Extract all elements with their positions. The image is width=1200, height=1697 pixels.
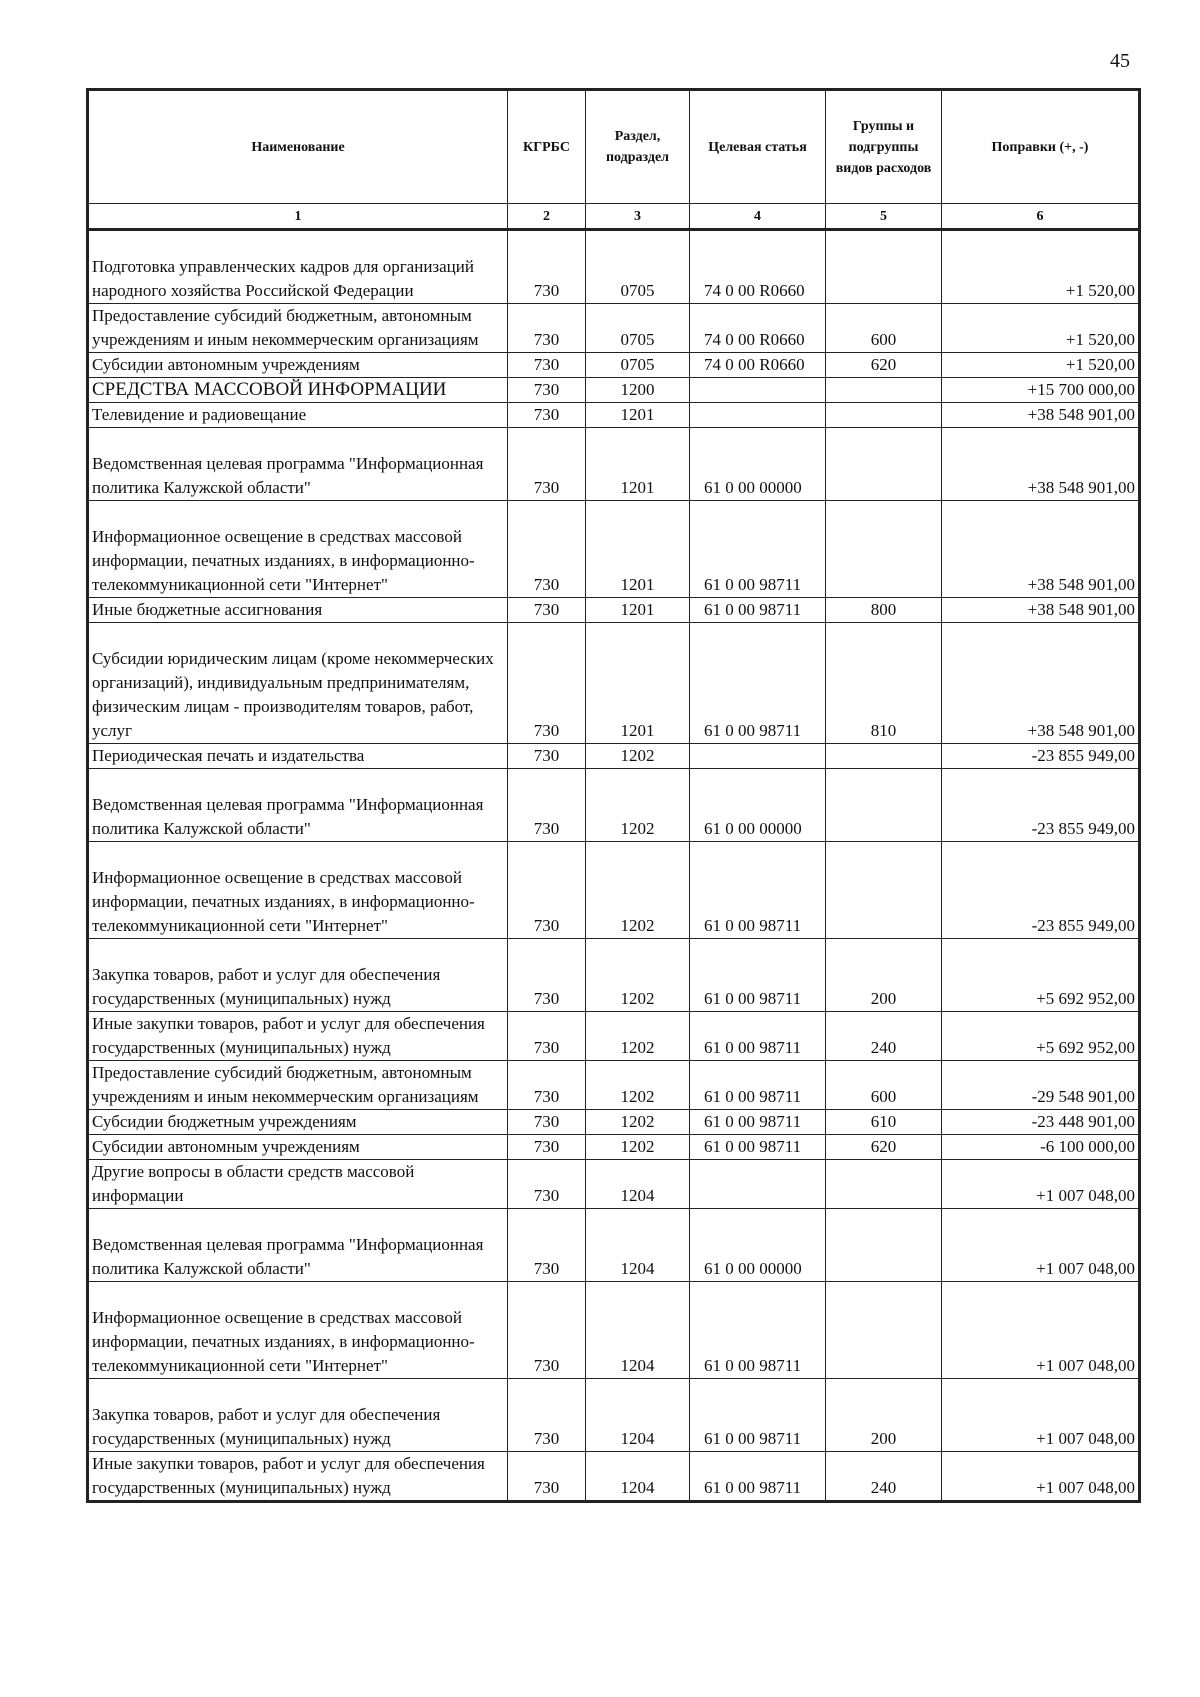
row-razdel: 1200 [586,378,690,403]
row-target-article: 74 0 00 R0660 [690,353,826,378]
row-amount: +38 548 901,00 [942,501,1140,598]
table-row [88,623,1140,744]
row-name: СРЕДСТВА МАССОВОЙ ИНФОРМАЦИИ [88,378,508,403]
row-amount: +1 007 048,00 [942,1379,1140,1452]
row-expense-type [826,842,942,939]
row-expense-type: 620 [826,1135,942,1160]
row-expense-type [826,769,942,842]
table-row [88,378,1140,403]
table-row [88,769,1140,842]
row-amount: +38 548 901,00 [942,598,1140,623]
row-amount: +38 548 901,00 [942,623,1140,744]
row-target-article: 61 0 00 98711 [690,939,826,1012]
row-target-article [690,1160,826,1209]
row-name: Информационное освещение в средствах массовой информации, печатных изданиях, в информационно-телекоммуникационной сети "Интернет" [88,501,508,598]
row-amount: +1 520,00 [942,304,1140,353]
column-number: 3 [586,204,690,230]
header-razdel: Раздел, подраздел [586,90,690,204]
row-kgrbs: 730 [508,1061,586,1110]
table-row [88,403,1140,428]
table-row [88,428,1140,501]
row-target-article: 61 0 00 98711 [690,1012,826,1061]
row-expense-type: 810 [826,623,942,744]
row-razdel: 1202 [586,1061,690,1110]
row-expense-type: 200 [826,1379,942,1452]
row-razdel: 1201 [586,598,690,623]
row-name: Информационное освещение в средствах массовой информации, печатных изданиях, в информационно-телекоммуникационной сети "Интернет" [88,842,508,939]
row-kgrbs: 730 [508,230,586,304]
row-kgrbs: 730 [508,304,586,353]
row-target-article: 61 0 00 98711 [690,1135,826,1160]
row-target-article: 61 0 00 00000 [690,769,826,842]
row-kgrbs: 730 [508,1379,586,1452]
header-statya: Целевая статья [690,90,826,204]
row-kgrbs: 730 [508,1012,586,1061]
row-target-article: 61 0 00 98711 [690,1110,826,1135]
row-razdel: 1201 [586,403,690,428]
row-kgrbs: 730 [508,769,586,842]
row-expense-type: 240 [826,1452,942,1502]
row-expense-type: 240 [826,1012,942,1061]
table-row [88,1160,1140,1209]
row-name: Телевидение и радиовещание [88,403,508,428]
row-amount: -23 855 949,00 [942,769,1140,842]
table-header-row [88,90,1140,204]
row-name: Иные закупки товаров, работ и услуг для обеспечения государственных (муниципальных) нужд [88,1452,508,1502]
table-row [88,598,1140,623]
row-name: Предоставление субсидий бюджетным, автономным учреждениям и иным некоммерческим организациям [88,304,508,353]
row-kgrbs: 730 [508,378,586,403]
row-razdel: 0705 [586,230,690,304]
header-kgrbs: КГРБС [508,90,586,204]
row-target-article: 74 0 00 R0660 [690,230,826,304]
row-kgrbs: 730 [508,353,586,378]
row-expense-type [826,501,942,598]
budget-amendments-table [86,88,1141,1503]
row-amount: +1 007 048,00 [942,1209,1140,1282]
header-name: Наименование [88,90,508,204]
row-name: Другие вопросы в области средств массовой информации [88,1160,508,1209]
row-kgrbs: 730 [508,1282,586,1379]
row-razdel: 1204 [586,1452,690,1502]
row-amount: -23 448 901,00 [942,1110,1140,1135]
row-amount: -23 855 949,00 [942,744,1140,769]
row-expense-type [826,1282,942,1379]
row-name: Ведомственная целевая программа "Информационная политика Калужской области" [88,1209,508,1282]
row-razdel: 1204 [586,1209,690,1282]
row-expense-type: 200 [826,939,942,1012]
row-target-article: 61 0 00 98711 [690,1061,826,1110]
row-name: Субсидии бюджетным учреждениям [88,1110,508,1135]
column-number: 4 [690,204,826,230]
row-target-article: 61 0 00 98711 [690,598,826,623]
row-razdel: 1202 [586,1135,690,1160]
row-name: Иные закупки товаров, работ и услуг для обеспечения государственных (муниципальных) нужд [88,1012,508,1061]
column-number: 1 [88,204,508,230]
row-amount: -6 100 000,00 [942,1135,1140,1160]
row-amount: +5 692 952,00 [942,939,1140,1012]
row-expense-type: 600 [826,1061,942,1110]
row-expense-type [826,1209,942,1282]
row-razdel: 1204 [586,1379,690,1452]
row-name: Информационное освещение в средствах массовой информации, печатных изданиях, в информационно-телекоммуникационной сети "Интернет" [88,1282,508,1379]
row-name: Подготовка управленческих кадров для организаций народного хозяйства Российской Федерации [88,230,508,304]
row-amount: +38 548 901,00 [942,403,1140,428]
row-kgrbs: 730 [508,1209,586,1282]
row-target-article [690,744,826,769]
table-row [88,744,1140,769]
row-kgrbs: 730 [508,744,586,769]
table-row [88,1110,1140,1135]
row-razdel: 1204 [586,1160,690,1209]
row-name: Закупка товаров, работ и услуг для обеспечения государственных (муниципальных) нужд [88,939,508,1012]
row-expense-type: 620 [826,353,942,378]
table-row [88,230,1140,304]
row-expense-type [826,744,942,769]
row-target-article: 61 0 00 98711 [690,501,826,598]
row-target-article [690,378,826,403]
column-number: 2 [508,204,586,230]
table-row [88,1282,1140,1379]
row-target-article: 61 0 00 98711 [690,1282,826,1379]
row-razdel: 0705 [586,353,690,378]
row-name: Ведомственная целевая программа "Информационная политика Калужской области" [88,769,508,842]
row-name: Субсидии автономным учреждениям [88,1135,508,1160]
row-amount: +1 007 048,00 [942,1282,1140,1379]
row-target-article: 61 0 00 00000 [690,428,826,501]
page-number: 45 [1110,50,1130,72]
row-expense-type: 800 [826,598,942,623]
row-kgrbs: 730 [508,1110,586,1135]
row-amount: -23 855 949,00 [942,842,1140,939]
row-expense-type [826,1160,942,1209]
row-name: Субсидии автономным учреждениям [88,353,508,378]
table-row [88,353,1140,378]
row-target-article: 61 0 00 00000 [690,1209,826,1282]
row-expense-type [826,230,942,304]
row-name: Закупка товаров, работ и услуг для обеспечения государственных (муниципальных) нужд [88,1379,508,1452]
row-amount: +15 700 000,00 [942,378,1140,403]
row-razdel: 1202 [586,769,690,842]
table-row [88,1452,1140,1502]
row-name: Периодическая печать и издательства [88,744,508,769]
row-kgrbs: 730 [508,1452,586,1502]
row-razdel: 1201 [586,623,690,744]
table-row [88,939,1140,1012]
row-kgrbs: 730 [508,623,586,744]
table-row [88,1012,1140,1061]
row-target-article [690,403,826,428]
row-amount: +1 007 048,00 [942,1452,1140,1502]
row-razdel: 1201 [586,501,690,598]
table-row [88,1135,1140,1160]
row-expense-type: 610 [826,1110,942,1135]
row-amount: +1 520,00 [942,230,1140,304]
row-name: Предоставление субсидий бюджетным, автономным учреждениям и иным некоммерческим организациям [88,1061,508,1110]
table-row [88,1209,1140,1282]
row-target-article: 61 0 00 98711 [690,842,826,939]
row-razdel: 1201 [586,428,690,501]
table-row [88,842,1140,939]
row-kgrbs: 730 [508,842,586,939]
row-target-article: 61 0 00 98711 [690,1379,826,1452]
row-expense-type [826,378,942,403]
row-razdel: 1202 [586,1012,690,1061]
table-row [88,1379,1140,1452]
row-expense-type [826,403,942,428]
column-number: 5 [826,204,942,230]
row-kgrbs: 730 [508,501,586,598]
row-target-article: 61 0 00 98711 [690,1452,826,1502]
table-row [88,501,1140,598]
row-target-article: 61 0 00 98711 [690,623,826,744]
row-name: Иные бюджетные ассигнования [88,598,508,623]
row-name: Субсидии юридическим лицам (кроме некоммерческих организаций), индивидуальным предпринимателям, физическим лицам - производителям товаров, работ, услуг [88,623,508,744]
table-row [88,1061,1140,1110]
header-amount: Поправки (+, -) [942,90,1140,204]
header-vid: Группы и подгруппы видов расходов [826,90,942,204]
row-kgrbs: 730 [508,1160,586,1209]
row-kgrbs: 730 [508,1135,586,1160]
row-razdel: 1202 [586,939,690,1012]
row-name: Ведомственная целевая программа "Информационная политика Калужской области" [88,428,508,501]
row-amount: +5 692 952,00 [942,1012,1140,1061]
table-row [88,304,1140,353]
row-razdel: 1202 [586,1110,690,1135]
row-razdel: 0705 [586,304,690,353]
row-amount: +1 007 048,00 [942,1160,1140,1209]
row-kgrbs: 730 [508,428,586,501]
column-number-row [88,204,1140,230]
row-kgrbs: 730 [508,598,586,623]
column-number: 6 [942,204,1140,230]
row-razdel: 1204 [586,1282,690,1379]
row-amount: -29 548 901,00 [942,1061,1140,1110]
row-target-article: 74 0 00 R0660 [690,304,826,353]
row-expense-type: 600 [826,304,942,353]
row-kgrbs: 730 [508,939,586,1012]
row-expense-type [826,428,942,501]
row-razdel: 1202 [586,744,690,769]
row-amount: +1 520,00 [942,353,1140,378]
row-amount: +38 548 901,00 [942,428,1140,501]
row-razdel: 1202 [586,842,690,939]
row-kgrbs: 730 [508,403,586,428]
